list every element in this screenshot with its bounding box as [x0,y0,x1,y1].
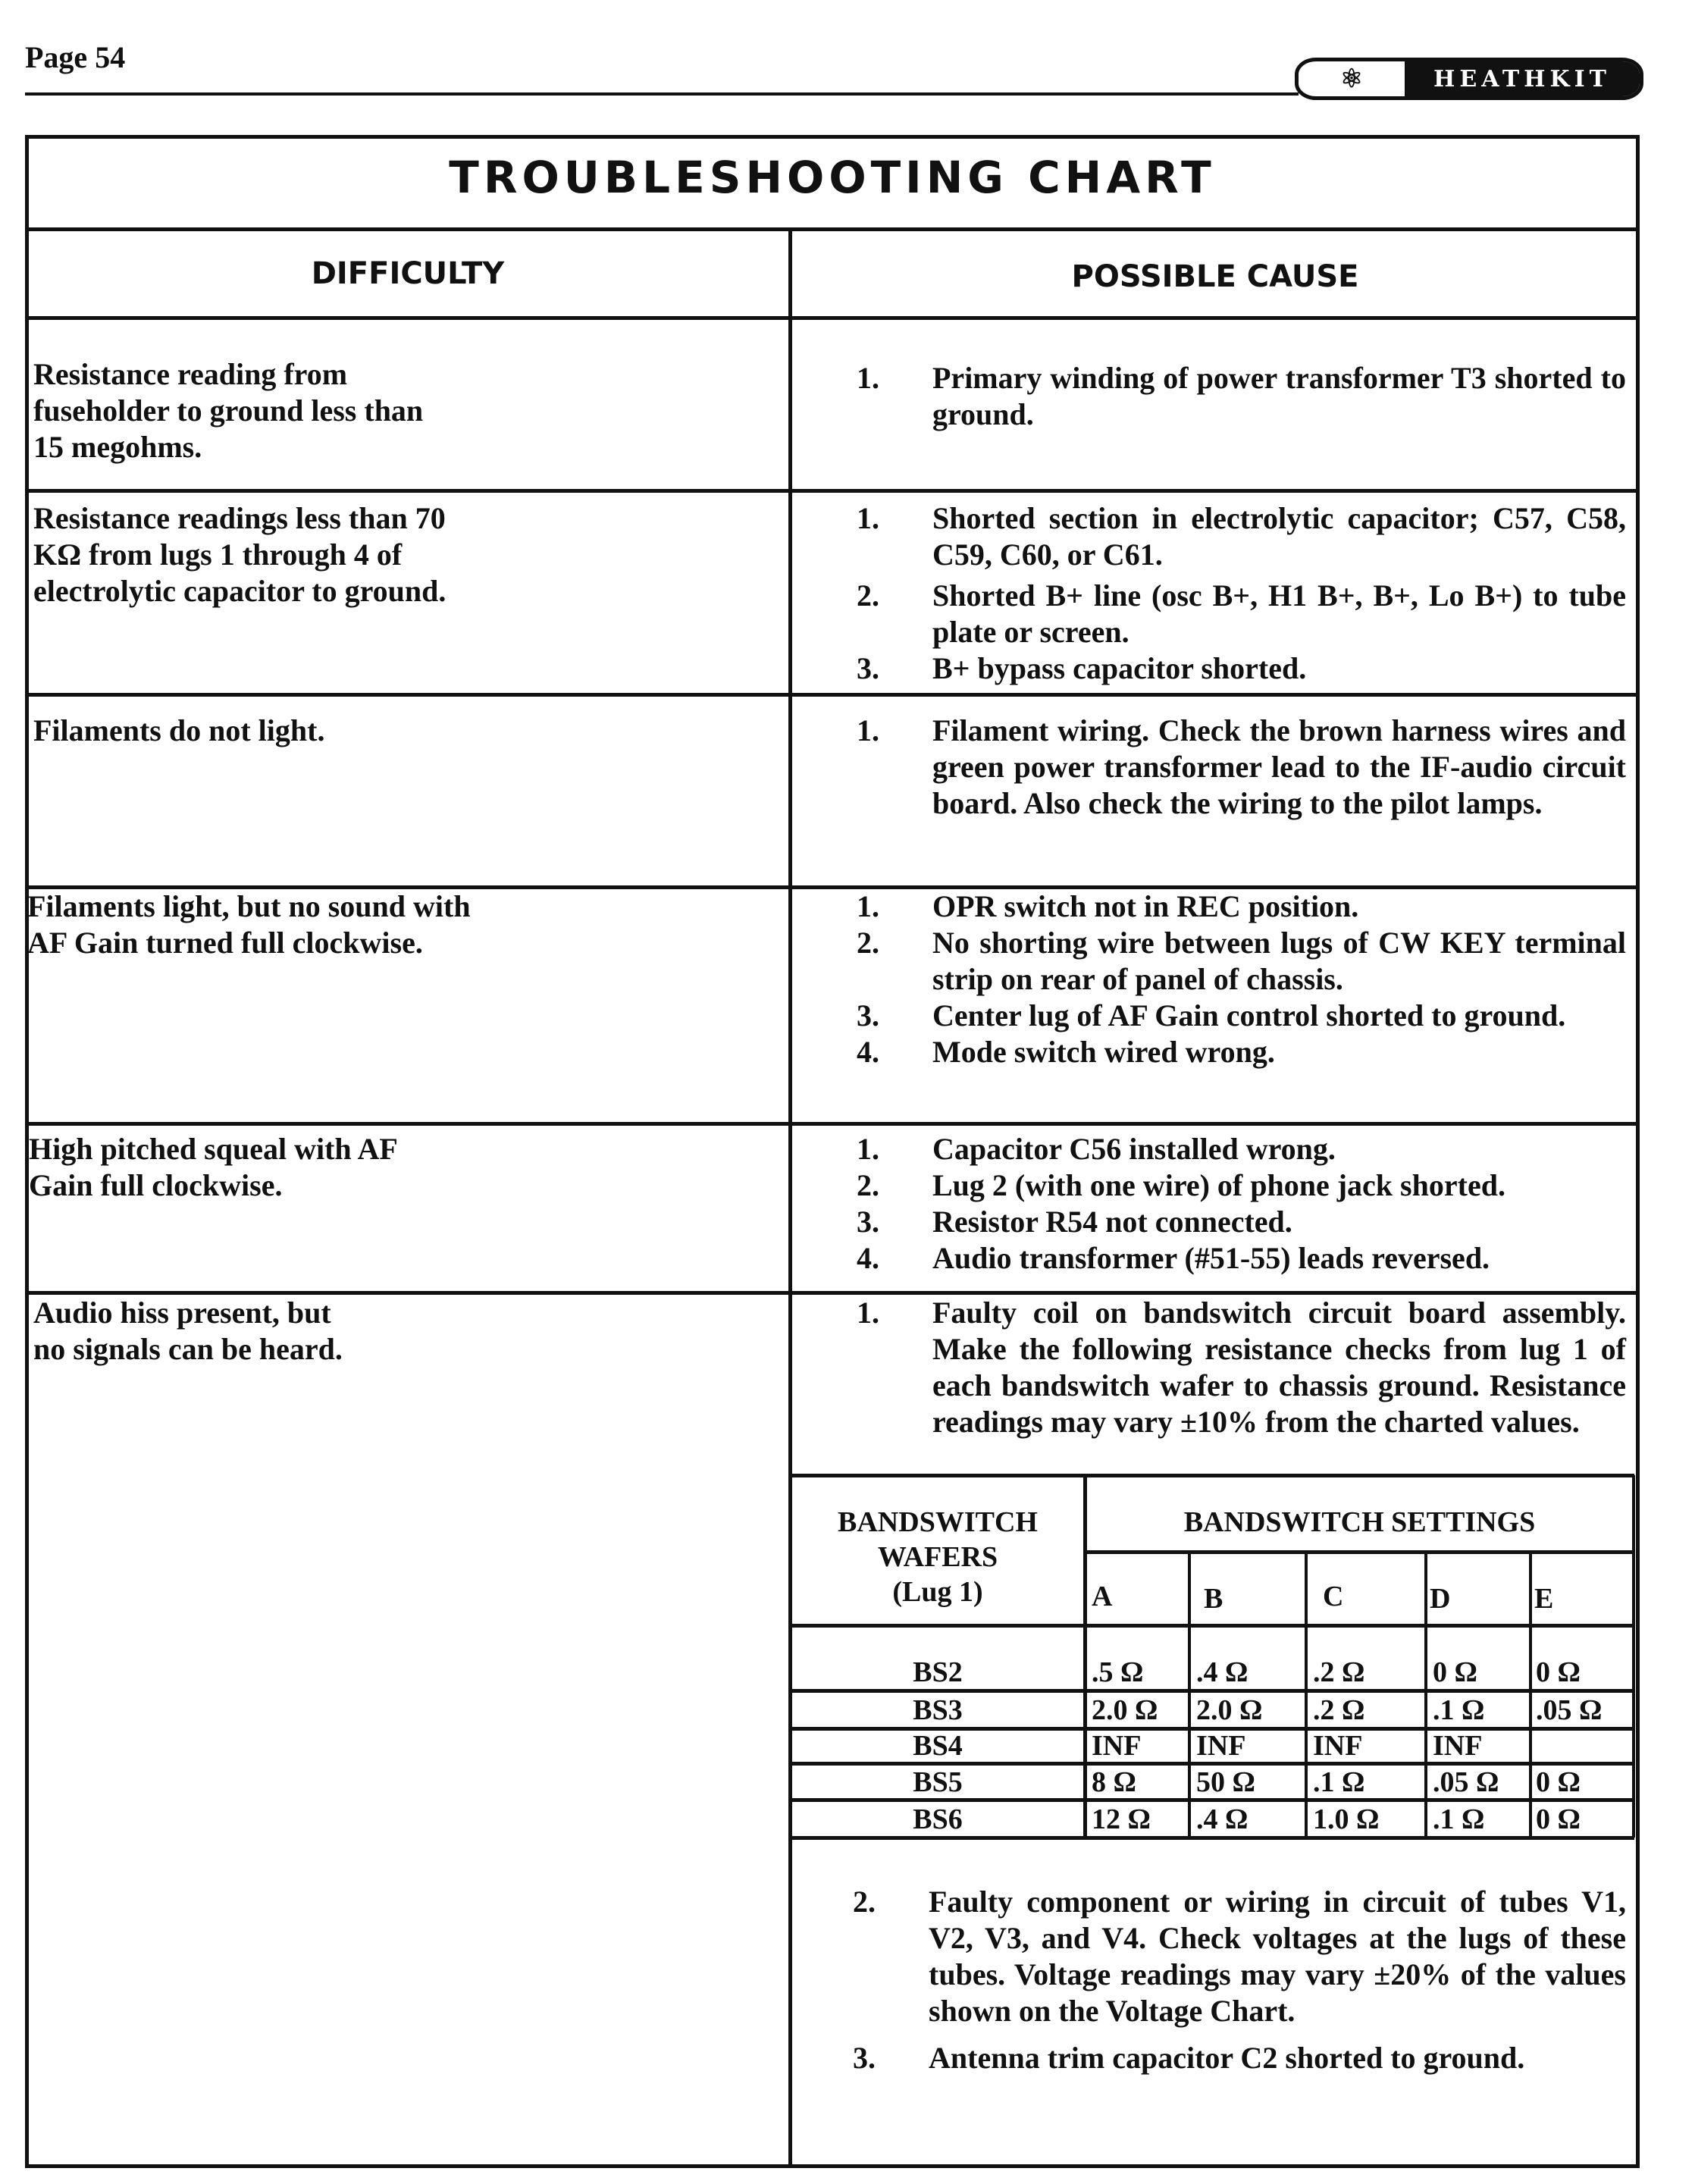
item-number: 2. [857,1168,879,1202]
resistance-value: INF [1196,1730,1246,1762]
divider [25,693,1640,697]
cause-item [857,1240,1626,1277]
divider [1085,1550,1634,1554]
resistance-value: INF [1092,1730,1142,1762]
resistance-value: 12 Ω [1092,1803,1151,1835]
item-number: 3. [853,2041,876,2075]
divider [1632,1475,1635,1838]
header-line: WAFERS [877,1541,998,1573]
difficulty-text: Audio hiss present, but no signals can be heard. [33,1296,343,1366]
header-rule [25,92,1299,96]
divider [788,1474,1634,1477]
divider [25,227,1640,231]
resistance-value: 50 Ω [1196,1766,1255,1798]
cause-item [857,1167,1626,1204]
cause-item [857,650,1626,687]
resistance-value: .4 Ω [1196,1656,1249,1688]
column-header-a: A [1092,1581,1113,1612]
divider [25,1122,1640,1126]
column-header-d: D [1430,1583,1451,1615]
wafer-label: BS4 [913,1730,963,1762]
resistance-value: .1 Ω [1313,1766,1365,1798]
difficulty-text: Resistance readings less than 70 KΩ from lugs 1 through 4 of electrolytic capacitor to ground. [33,501,446,608]
heathkit-logo [1295,58,1643,100]
resistance-value: .1 Ω [1433,1694,1485,1726]
cause-item [857,500,1626,573]
item-text: Antenna trim capacitor C2 shorted to ground. [929,2041,1525,2075]
cause-list-continued [853,1884,1626,2076]
item-number: 3. [857,1205,879,1239]
cause-item [857,1034,1626,1070]
wafer-label: BS2 [913,1656,963,1688]
divider [1188,1552,1191,1838]
item-text: Lug 2 (with one wire) of phone jack shorted. [932,1168,1505,1202]
item-number: 2. [857,926,879,960]
resistance-value: .05 Ω [1433,1766,1499,1798]
item-text: Faulty coil on bandswitch circuit board assembly. Make the following resistance checks from lug 1 of each bandswitch wafer to chassis ground. Resistance readings may vary ±10% from the charted values. [932,1296,1626,1439]
column-header-e: E [1534,1583,1554,1615]
resistance-value: 0 Ω [1536,1656,1581,1688]
item-number: 1. [857,1132,879,1166]
item-text: No shorting wire between lugs of CW KEY terminal strip on rear of panel of chassis. [932,926,1626,996]
cause-item [857,360,1626,433]
chart-title: TROUBLESHOOTING CHART [449,152,1216,203]
cause-item [853,1884,1626,2029]
header-line: BANDSWITCH [838,1506,1038,1538]
resistance-value: 0 Ω [1536,1766,1581,1798]
item-text: Primary winding of power transformer T3 shorted to ground. [932,361,1626,431]
cause-item [857,713,1626,822]
item-number: 3. [857,651,879,685]
resistance-value: .2 Ω [1313,1656,1365,1688]
item-number: 1. [857,1296,879,1330]
item-number: 3. [857,998,879,1032]
cause-item [857,925,1626,998]
item-number: 1. [857,889,879,923]
column-header-b: B [1204,1583,1223,1615]
column-header-c: C [1323,1581,1344,1612]
difficulty-text: Resistance reading from fuseholder to ground less than 15 megohms. [33,357,424,464]
cause-list [857,1131,1626,1277]
difficulty-text: Filaments do not light. [33,713,325,747]
cause-list [857,888,1626,1070]
item-number: 2. [857,578,879,613]
resistance-value: 0 Ω [1433,1656,1477,1688]
cause-list [857,500,1626,687]
cause-item [853,2040,1626,2076]
difficulty-header: DIFFICULTY [311,256,505,291]
wafer-label: BS6 [913,1803,963,1835]
resistance-value: INF [1433,1730,1483,1762]
wafer-label: BS5 [913,1766,963,1798]
cause-item [857,1131,1626,1167]
difficulty-text: High pitched squeal with AF Gain full clockwise. [29,1132,397,1202]
divider [1529,1552,1532,1838]
resistance-value: 0 Ω [1536,1803,1581,1835]
resistance-value: 1.0 Ω [1313,1803,1380,1835]
item-text: Shorted section in electrolytic capacitor; C57, C58, C59, C60, or C61. [932,501,1626,572]
item-text: B+ bypass capacitor shorted. [932,651,1307,685]
item-number: 1. [857,713,879,747]
divider [25,316,1640,320]
divider [788,1624,1634,1628]
page-number: Page 54 [25,40,126,74]
divider [25,489,1640,493]
resistance-value: 2.0 Ω [1196,1694,1263,1726]
cause-item [857,998,1626,1034]
cause-item [857,888,1626,925]
resistance-value: .4 Ω [1196,1803,1249,1835]
cause-list [857,1295,1626,1440]
resistance-value: .5 Ω [1092,1656,1144,1688]
settings-header: BANDSWITCH SETTINGS [1183,1506,1536,1538]
atom-icon: ⚛ [1339,65,1364,93]
wafer-label: BS3 [913,1694,963,1726]
item-text: Filament wiring. Check the brown harness wires and green power transformer lead to the IF-audio circuit board. Also check the wiring to the pilot lamps. [932,713,1626,820]
column-divider [788,227,792,2168]
divider [1424,1552,1427,1838]
logo-wordmark: HEATHKIT [1405,61,1640,96]
header-line: (Lug 1) [892,1576,983,1608]
cause-list [857,360,1626,433]
cause-item [857,1204,1626,1240]
item-number: 1. [857,501,879,535]
item-text: Audio transformer (#51-55) leads reversed. [932,1241,1490,1275]
item-text: Resistor R54 not connected. [932,1205,1292,1239]
item-text: Faulty component or wiring in circuit of tubes V1, V2, V3, and V4. Check voltages at the lugs of these tubes. Voltage readings may vary ±20% of the values shown on the Voltage Chart. [929,1885,1626,2028]
cause-header: POSSIBLE CAUSE [1071,259,1359,294]
resistance-value: .05 Ω [1536,1694,1603,1726]
item-number: 4. [857,1035,879,1069]
item-number: 2. [853,1885,876,1919]
item-text: Shorted B+ line (osc B+, H1 B+, B+, Lo B+) to tube plate or screen. [932,578,1626,649]
resistance-value: INF [1313,1730,1363,1762]
item-text: Center lug of AF Gain control shorted to ground. [932,998,1566,1032]
item-text: Capacitor C56 installed wrong. [932,1132,1336,1166]
cause-item [857,1295,1626,1440]
resistance-value: .2 Ω [1313,1694,1365,1726]
item-text: Mode switch wired wrong. [932,1035,1275,1069]
item-number: 1. [857,361,879,395]
resistance-value: .1 Ω [1433,1803,1485,1835]
cause-item [857,578,1626,650]
item-text: OPR switch not in REC position. [932,889,1359,923]
item-number: 4. [857,1241,879,1275]
cause-list [857,713,1626,822]
divider [1305,1552,1308,1838]
resistance-value: 2.0 Ω [1092,1694,1158,1726]
difficulty-text: Filaments light, but no sound with AF Gain turned full clockwise. [27,889,471,960]
wafers-header [792,1505,1083,1609]
resistance-value: 8 Ω [1092,1766,1136,1798]
